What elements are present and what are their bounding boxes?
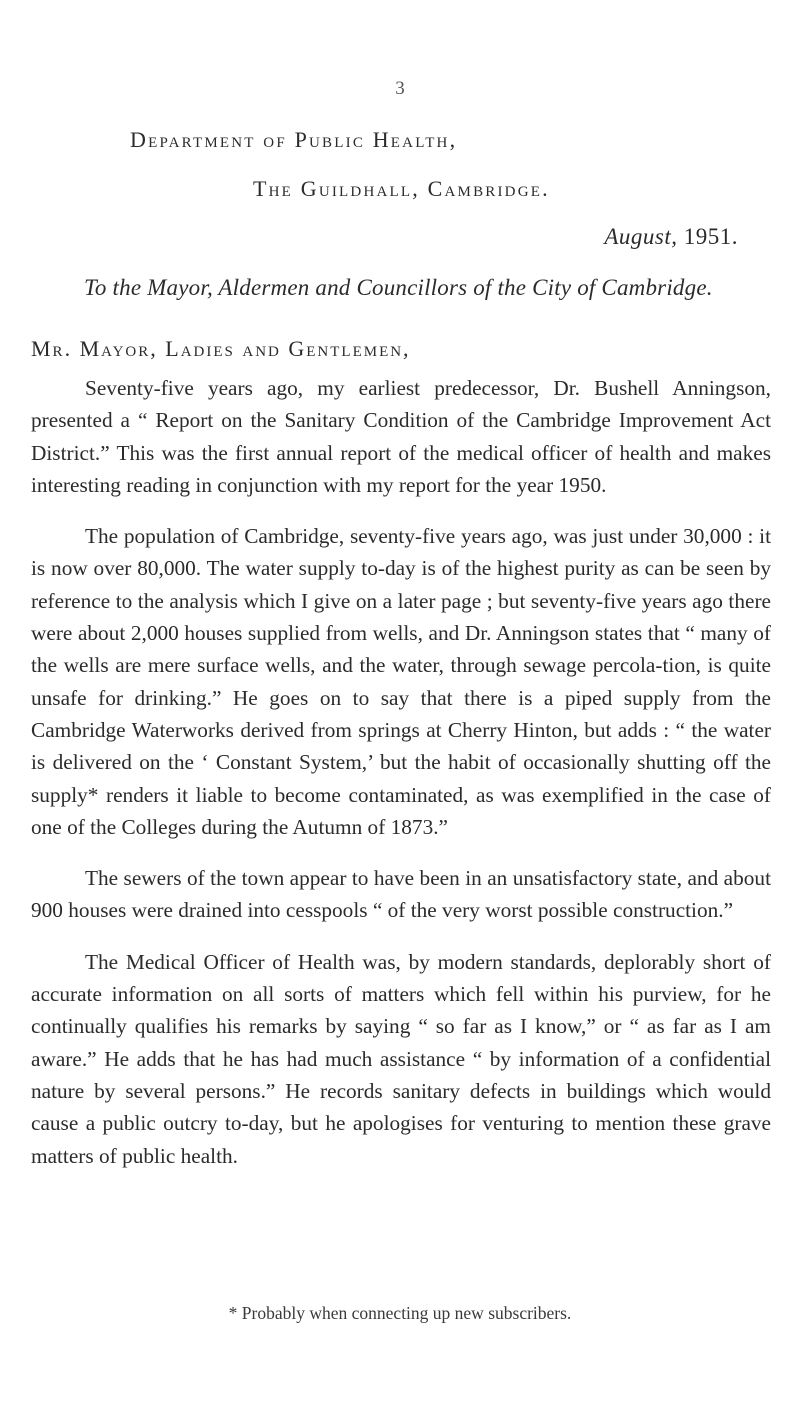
addressee-line: To the Mayor, Aldermen and Councillors of the City of Cambridge. xyxy=(84,275,713,300)
date-month: August, xyxy=(604,224,678,249)
paragraph: The population of Cambridge, seventy-five years ago, was just under 30,000 : it is now over 80,000. The water supply to-day is of the highest purity as can be seen by reference to the analysis which I give on a later page ; but seventy-five years ago there were about 2,000 houses supplied from wells, and Dr. Anningson states that “ many of the wells are mere surface wells, and the water, through sewage percola-tion, is quite unsafe for drinking.” He goes on to say that there is a piped supply from the Cambridge Waterworks derived from springs at Cherry Hinton, but adds : “ the water is delivered on the ‘ Constant System,’ but the habit of occasionally shutting off the supply* renders it liable to become contaminated, as was exemplified in the case of one of the Colleges during the Autumn of 1873.” xyxy=(31,524,771,839)
date-year: 1951. xyxy=(677,224,738,249)
paragraph: Seventy-five years ago, my earliest predecessor, Dr. Bushell Anningson, presented a “ Report on the Sanitary Condition of the Cambridge Improvement Act District.” This was the first annual report of the medical officer of health and makes interesting reading in conjunction with my report for the year 1950. xyxy=(31,376,771,497)
salutation: Mr. Mayor, Ladies and Gentlemen, xyxy=(31,336,411,361)
page-number: 3 xyxy=(395,78,405,99)
paragraph: The sewers of the town appear to have been in an unsatisfactory state, and about 900 houses were drained into cesspools “ of the very worst possible construction.” xyxy=(31,866,771,923)
department-heading: Department of Public Health, xyxy=(130,127,458,152)
letter-date xyxy=(604,224,738,250)
footnote: * Probably when connecting up new subscribers. xyxy=(228,1303,572,1323)
report-body xyxy=(31,372,771,1191)
address-line: The Guildhall, Cambridge. xyxy=(253,176,550,201)
paragraph: The Medical Officer of Health was, by modern standards, deplorably short of accurate information on all sorts of matters which fell within his purview, for he continually qualifies his remarks by saying “ so far as I know,” or “ as far as I am aware.” He adds that he has had much assistance “ by information of a confidential nature by several persons.” He records sanitary defects in buildings which would cause a public outcry to-day, but he apologises for venturing to mention these grave matters of public health. xyxy=(31,949,771,1168)
